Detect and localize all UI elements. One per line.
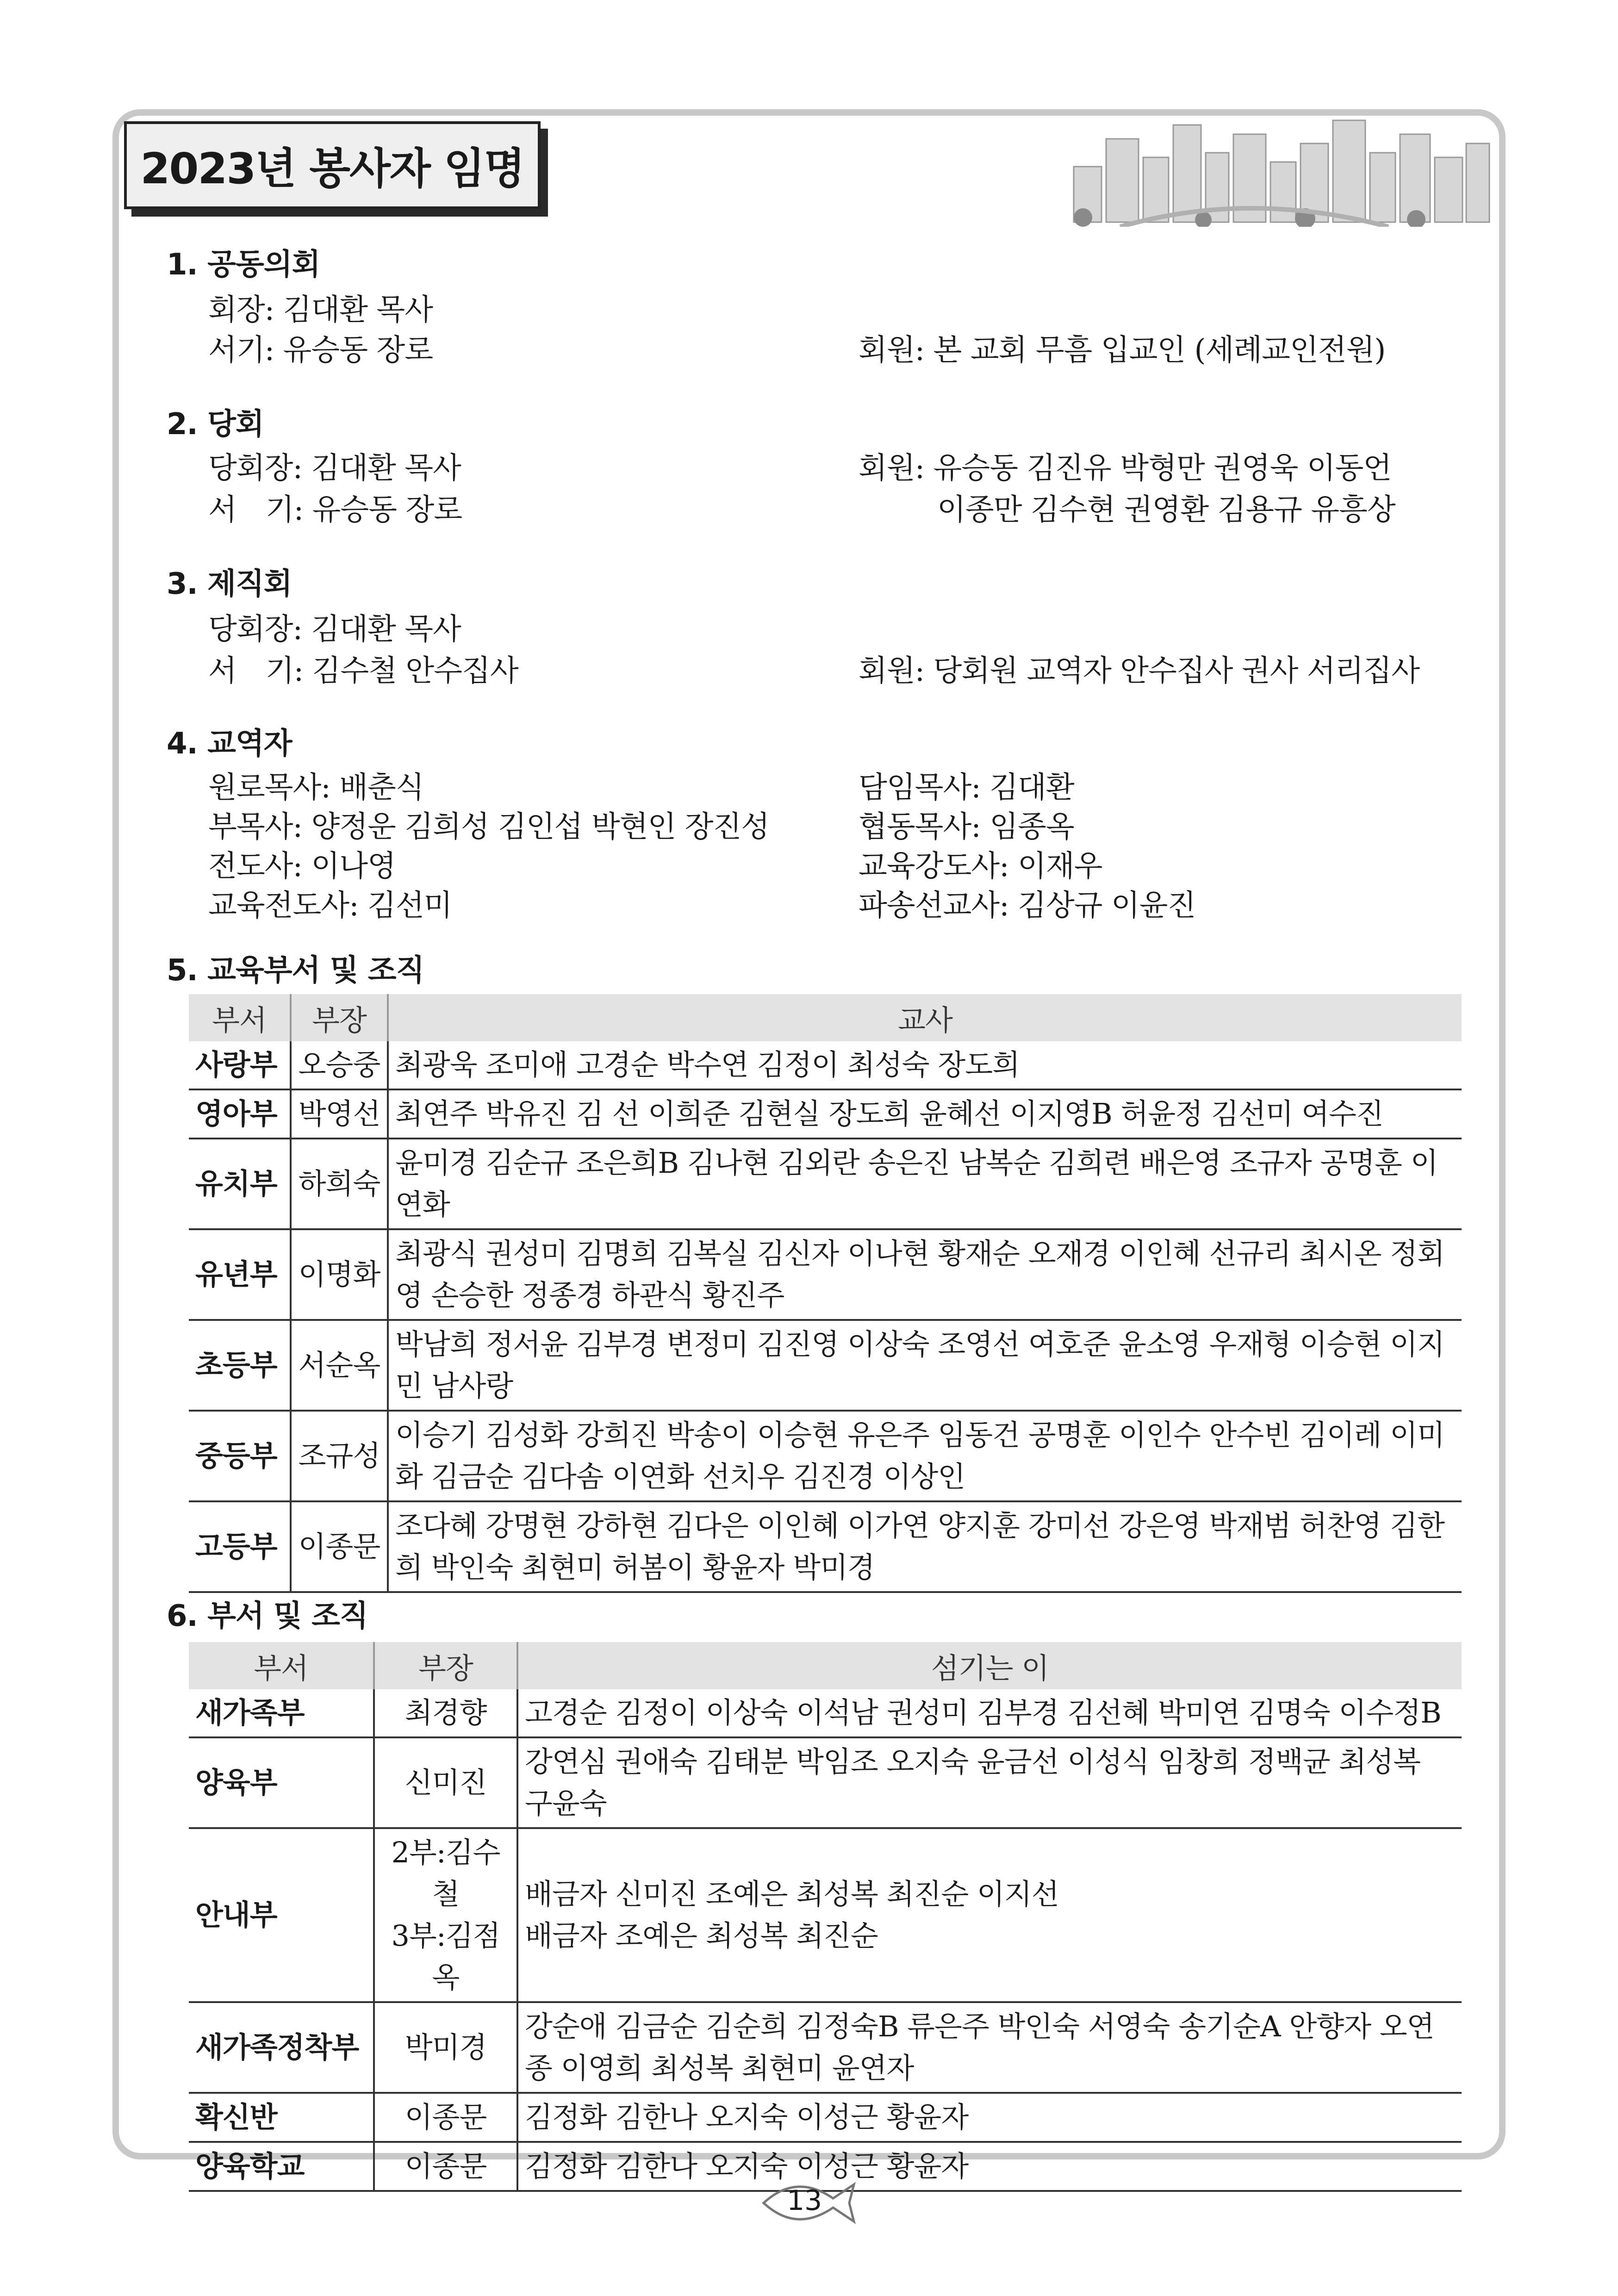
- dept-members: 강연심 권애숙 김태분 박임조 오지숙 윤금선 이성식 임창희 정백균 최성복 구윤숙: [517, 1737, 1462, 1828]
- s4-right-2: 협동목사: 임종옥: [859, 810, 1074, 844]
- dept-members: 이승기 김성화 강희진 박송이 이승현 유은주 임동건 공명훈 이인수 안수빈 김이레 이미화 김금순 김다솜 이연화 선치우 김진경 이상인: [388, 1411, 1462, 1501]
- dept-name: 확신반: [189, 2093, 374, 2142]
- dept-head: 조규성: [291, 1411, 388, 1501]
- section-heading-5: 5. 교육부서 및 조직: [167, 953, 424, 988]
- col-header-teachers: 교사: [388, 994, 1462, 1041]
- section-heading-6: 6. 부서 및 조직: [167, 1599, 368, 1633]
- dept-head: 박미경: [374, 2002, 517, 2093]
- table-row: [189, 2002, 1462, 2093]
- dept-head: 오승중: [291, 1041, 388, 1089]
- dept-head: 이종문: [291, 1501, 388, 1592]
- dept-members-line-1: 배금자 신미진 조예은 최성복 최진순 이지선: [525, 1877, 1059, 1911]
- table-row: [189, 1828, 1462, 2002]
- table-row: [189, 1139, 1462, 1229]
- dept-head: 이종문: [374, 2093, 517, 2142]
- table-header-row: [189, 1642, 1462, 1689]
- col-header-dept: 부서: [189, 994, 291, 1041]
- s4-left-4: 교육전도사: 김선미: [208, 889, 452, 923]
- dept-name: 안내부: [189, 1828, 374, 2002]
- dept-name: 중등부: [189, 1411, 291, 1501]
- dept-members: 최광욱 조미애 고경순 박수연 김정이 최성숙 장도희: [388, 1041, 1462, 1089]
- dept-name: 새가족정착부: [189, 2002, 374, 2093]
- s1-secretary: 서기: 유승동 장로: [208, 333, 433, 367]
- dept-name: 유치부: [189, 1139, 291, 1229]
- education-dept-table: [189, 994, 1462, 1593]
- dept-head: 이명화: [291, 1229, 388, 1320]
- table-row: [189, 1501, 1462, 1592]
- table-row: [189, 1737, 1462, 1828]
- s3-members: 회원: 당회원 교역자 안수집사 권사 서리집사: [859, 654, 1420, 688]
- s2-members-2: 이종만 김수현 권영환 김용규 유흥상: [937, 493, 1395, 527]
- s4-left-1: 원로목사: 배춘식: [208, 771, 424, 805]
- s4-left-2: 부목사: 양정운 김희성 김인섭 박현인 장진성: [208, 810, 770, 844]
- dept-name: 새가족부: [189, 1689, 374, 1737]
- s2-members-1: 회원: 유승동 김진유 박형만 권영욱 이동언: [859, 451, 1392, 485]
- col-header-head: 부장: [291, 994, 388, 1041]
- col-header-servers: 섬기는 이: [517, 1642, 1462, 1689]
- dept-head: 신미진: [374, 1737, 517, 1828]
- s1-chair: 회장: 김대환 목사: [208, 293, 433, 327]
- dept-members: 김정화 김한나 오지숙 이성근 황윤자: [517, 2142, 1462, 2191]
- table-row: [189, 2093, 1462, 2142]
- dept-members: 고경순 김정이 이상숙 이석남 권성미 김부경 김선혜 박미연 김명숙 이수정B: [517, 1689, 1462, 1737]
- dept-members: 조다혜 강명현 강하현 김다은 이인혜 이가연 양지훈 강미선 강은영 박재범 허찬영 김한희 박인숙 최현미 허봄이 황윤자 박미경: [388, 1501, 1462, 1592]
- dept-members: 박남희 정서윤 김부경 변정미 김진영 이상숙 조영선 여호준 윤소영 우재형 이승현 이지민 남사랑: [388, 1320, 1462, 1411]
- s3-chair: 당회장: 김대환 목사: [208, 612, 461, 647]
- dept-members: 김정화 김한나 오지숙 이성근 황윤자: [517, 2093, 1462, 2142]
- dept-head: 서순옥: [291, 1320, 388, 1411]
- section-heading-2: 2. 당회: [167, 407, 264, 442]
- page-number-text: 13: [787, 2184, 822, 2217]
- table-row: [189, 1689, 1462, 1737]
- s2-chair: 당회장: 김대환 목사: [208, 451, 461, 485]
- dept-members-line-2: 배금자 조예은 최성복 최진순: [525, 1919, 878, 1953]
- dept-head: 박영선: [291, 1089, 388, 1139]
- dept-head: [374, 1828, 517, 2002]
- col-header-dept: 부서: [189, 1642, 374, 1689]
- section-heading-1: 1. 공동의회: [167, 248, 320, 282]
- dept-name: 사랑부: [189, 1041, 291, 1089]
- table-header-row: [189, 994, 1462, 1041]
- dept-head-line-2: 3부:김점옥: [391, 1919, 500, 1994]
- page-number: [759, 2175, 861, 2231]
- s4-left-3: 전도사: 이나영: [208, 849, 396, 884]
- dept-name: 양육부: [189, 1737, 374, 1828]
- col-header-head: 부장: [374, 1642, 517, 1689]
- dept-name: 초등부: [189, 1320, 291, 1411]
- s3-secretary: 서 기: 김수철 안수집사: [208, 654, 518, 688]
- dept-head: 최경향: [374, 1689, 517, 1737]
- section-heading-3: 3. 제직회: [167, 567, 292, 601]
- dept-head: 이종문: [374, 2142, 517, 2191]
- dept-members: 윤미경 김순규 조은희B 김나현 김외란 송은진 남복순 김희련 배은영 조규자 공명훈 이연화: [388, 1139, 1462, 1229]
- dept-members: 강순애 김금순 김순희 김정숙B 류은주 박인숙 서영숙 송기순A 안향자 오연종 이영희 최성복 최현미 윤연자: [517, 2002, 1462, 2093]
- table-row: [189, 1411, 1462, 1501]
- section-heading-4: 4. 교역자: [167, 727, 292, 761]
- s1-members: 회원: 본 교회 무흠 입교인 (세례교인전원): [859, 333, 1386, 367]
- dept-name: 영아부: [189, 1089, 291, 1139]
- department-table: [189, 1642, 1462, 2192]
- title-box: [124, 121, 541, 209]
- dept-head: 하희숙: [291, 1139, 388, 1229]
- dept-name: 유년부: [189, 1229, 291, 1320]
- s4-right-3: 교육강도사: 이재우: [859, 849, 1102, 884]
- dept-members: [517, 1828, 1462, 2002]
- dept-name: 고등부: [189, 1501, 291, 1592]
- s4-right-1: 담임목사: 김대환: [859, 771, 1074, 805]
- dept-members: 최광식 권성미 김명희 김복실 김신자 이나현 황재순 오재경 이인혜 선규리 최시온 정회영 손승한 정종경 하관식 황진주: [388, 1229, 1462, 1320]
- table-row: [189, 1089, 1462, 1139]
- table-row: [189, 1320, 1462, 1411]
- city-illustration-icon: [1064, 111, 1495, 227]
- page-title: 2023년 봉사자 임명: [140, 144, 524, 193]
- dept-members: 최연주 박유진 김 선 이희준 김현실 장도희 윤혜선 이지영B 허윤정 김선미 여수진: [388, 1089, 1462, 1139]
- dept-name: 양육학교: [189, 2142, 374, 2191]
- table-row: [189, 1229, 1462, 1320]
- s4-right-4: 파송선교사: 김상규 이윤진: [859, 889, 1196, 923]
- dept-head-line-1: 2부:김수철: [391, 1836, 500, 1911]
- s2-secretary: 서 기: 유승동 장로: [208, 493, 462, 527]
- table-row: [189, 1041, 1462, 1089]
